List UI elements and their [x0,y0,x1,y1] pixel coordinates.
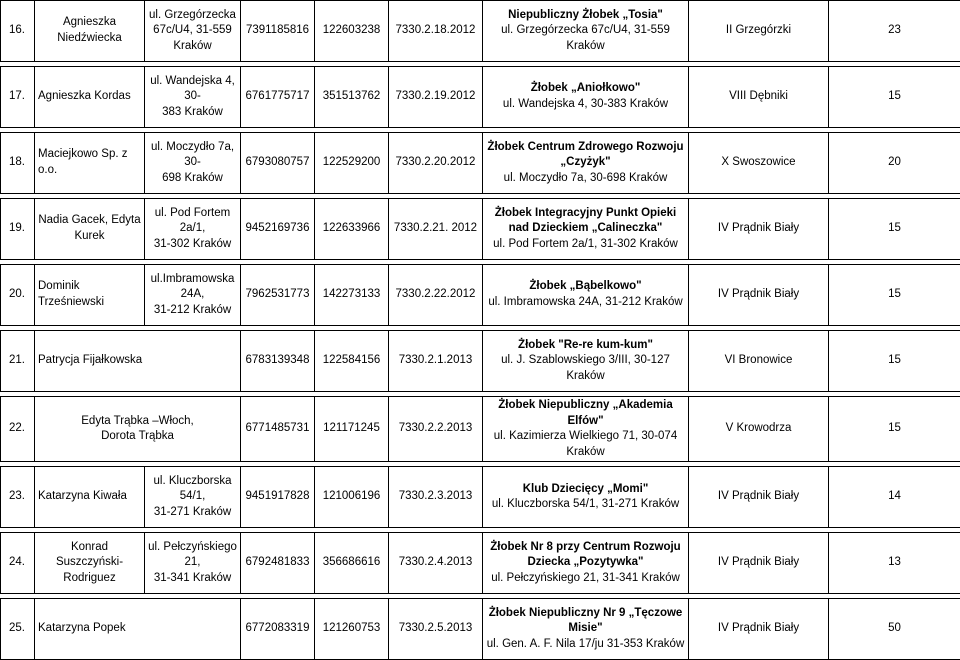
table-body [1,1,960,660]
district-cell: IV Prądnik Biały [689,199,829,260]
owner-name-cell [35,265,145,326]
nip-cell: 7391185816 [241,1,315,62]
registry-number-cell: 7330.2.20.2012 [389,133,483,194]
table-row [1,67,960,128]
owner-address-cell [145,133,241,194]
facility-cell [483,265,689,326]
owner-address-cell [145,265,241,326]
facility-address: ul. Gen. A. F. Nila 17/ju 31-353 Kraków [485,637,686,653]
district-cell: IV Prądnik Biały [689,467,829,528]
places-count-cell: 23 [829,1,960,62]
name_lines-line: Konrad Suszczyński- [38,540,141,571]
places-count-cell: 15 [829,199,960,260]
nip-cell: 6792481833 [241,533,315,594]
row-number-cell: 25. [1,599,35,660]
address_lines-line: ul. Moczydło 7a, 30- [148,140,237,171]
facility-name: Żłobek Niepubliczny „Akademia Elfów" [485,398,686,429]
owner-name-cell [35,331,241,392]
table-row [1,199,960,260]
name_lines-line: Dorota Trąbka [38,429,237,445]
facility-name: Żłobek Centrum Zdrowego Rozwoju „Czyżyk" [485,140,686,171]
name_lines-line: Niedźwiecka [38,31,141,47]
regon-cell: 122584156 [315,331,389,392]
address_lines-line: 31-341 Kraków [148,571,237,587]
owner-name-cell [35,397,241,462]
name_lines-line: Nadia Gacek, Edyta [38,213,141,229]
name_lines-line: Patrycja Fijałkowska [38,353,237,369]
owner-address-cell [145,199,241,260]
name_lines-line: Dominik Trześniewski [38,279,141,310]
owner-address-cell [145,467,241,528]
name_lines-line: Edyta Trąbka –Włoch, [38,414,237,430]
regon-cell: 351513762 [315,67,389,128]
facility-name: Żłobek „Bąbelkowo" [485,279,686,295]
nip-cell: 6761775717 [241,67,315,128]
name_lines-line: Rodriguez [38,571,141,587]
address_lines-line: 31-212 Kraków [148,303,237,319]
row-number-cell: 17. [1,67,35,128]
facility-name: Żłobek „Aniołkowo" [485,81,686,97]
row-number-cell: 23. [1,467,35,528]
district-cell: X Swoszowice [689,133,829,194]
places-count-cell: 15 [829,331,960,392]
nip-cell: 6783139348 [241,331,315,392]
places-count-cell: 14 [829,467,960,528]
facility-name: Klub Dziecięcy „Momi" [485,482,686,498]
name_lines-line: Maciejkowo Sp. z o.o. [38,147,141,178]
facility-cell [483,133,689,194]
regon-cell: 121006196 [315,467,389,528]
table-row [1,533,960,594]
regon-cell: 122529200 [315,133,389,194]
facility-address: ul. Imbramowska 24A, 31-212 Kraków [485,295,686,311]
facility-cell [483,67,689,128]
address_lines-line: 67c/U4, 31-559 [148,23,237,39]
district-cell: II Grzegórzki [689,1,829,62]
name_lines-line: Katarzyna Popek [38,621,237,637]
table-row [1,467,960,528]
district-cell: IV Prądnik Biały [689,265,829,326]
facility-cell [483,599,689,660]
owner-name-cell [35,599,241,660]
row-number-cell: 24. [1,533,35,594]
regon-cell: 122633966 [315,199,389,260]
owner-name-cell [35,67,145,128]
owner-address-cell [145,67,241,128]
places-count-cell: 13 [829,533,960,594]
facility-name: Żłobek Niepubliczny Nr 9 „Tęczowe Misie" [485,606,686,637]
table-row [1,599,960,660]
facility-address: ul. Kluczborska 54/1, 31-271 Kraków [485,497,686,513]
district-cell: VI Bronowice [689,331,829,392]
facility-address: ul. Moczydło 7a, 30-698 Kraków [485,171,686,187]
address_lines-line: ul.Imbramowska 24A, [148,272,237,303]
address_lines-line: ul. Pod Fortem 2a/1, [148,206,237,237]
facility-cell [483,533,689,594]
facility-address: ul. Pod Fortem 2a/1, 31-302 Kraków [485,237,686,253]
nip-cell: 6772083319 [241,599,315,660]
owner-name-cell [35,533,145,594]
row-number-cell: 21. [1,331,35,392]
owner-name-cell [35,199,145,260]
row-number-cell: 20. [1,265,35,326]
owner-name-cell [35,133,145,194]
places-count-cell: 50 [829,599,960,660]
district-cell: V Krowodrza [689,397,829,462]
facility-name: Żłobek "Re-re kum-kum" [485,338,686,354]
registry-number-cell: 7330.2.2.2013 [389,397,483,462]
facility-address: ul. Pełczyńskiego 21, 31-341 Kraków [485,571,686,587]
registry-number-cell: 7330.2.19.2012 [389,67,483,128]
facility-cell [483,331,689,392]
nip-cell: 9451917828 [241,467,315,528]
facility-name: Żłobek Nr 8 przy Centrum Rozwoju Dziecka „Pozytywka" [485,540,686,571]
row-number-cell: 19. [1,199,35,260]
facility-cell [483,467,689,528]
registry-number-cell: 7330.2.4.2013 [389,533,483,594]
table-row [1,1,960,62]
regon-cell: 121171245 [315,397,389,462]
row-number-cell: 18. [1,133,35,194]
address_lines-line: 31-271 Kraków [148,505,237,521]
registry-number-cell: 7330.2.5.2013 [389,599,483,660]
table-row [1,397,960,462]
address_lines-line: ul. Wandejska 4, 30- [148,74,237,105]
owner-name-cell [35,1,145,62]
registry-number-cell: 7330.2.22.2012 [389,265,483,326]
regon-cell: 142273133 [315,265,389,326]
facility-address: ul. Kazimierza Wielkiego 71, 30-074 Kraków [485,429,686,460]
places-count-cell: 15 [829,67,960,128]
registry-number-cell: 7330.2.18.2012 [389,1,483,62]
nip-cell: 7962531773 [241,265,315,326]
address_lines-line: ul. Grzegórzecka [148,8,237,24]
district-cell: IV Prądnik Biały [689,599,829,660]
address_lines-line: 383 Kraków [148,105,237,121]
row-number-cell: 16. [1,1,35,62]
district-cell: IV Prądnik Biały [689,533,829,594]
name_lines-line: Agnieszka [38,15,141,31]
facility-name: Żłobek Integracyjny Punkt Opieki nad Dzieckiem „Calineczka" [485,206,686,237]
address_lines-line: 31-302 Kraków [148,237,237,253]
facility-address: ul. Grzegórzecka 67c/U4, 31-559 Kraków [485,23,686,54]
owner-address-cell [145,1,241,62]
regon-cell: 356686616 [315,533,389,594]
nip-cell: 9452169736 [241,199,315,260]
name_lines-line: Kurek [38,229,141,245]
facility-name: Niepubliczny Żłobek „Tosia" [485,8,686,24]
facility-cell [483,397,689,462]
name_lines-line: Agnieszka Kordas [38,89,141,105]
regon-cell: 122603238 [315,1,389,62]
registry-number-cell: 7330.2.3.2013 [389,467,483,528]
facility-address: ul. Wandejska 4, 30-383 Kraków [485,97,686,113]
address_lines-line: 698 Kraków [148,171,237,187]
owner-address-cell [145,533,241,594]
registry-number-cell: 7330.2.1.2013 [389,331,483,392]
registry-number-cell: 7330.2.21. 2012 [389,199,483,260]
facility-address: ul. J. Szablowskiego 3/III, 30-127 Kraków [485,353,686,384]
facility-cell [483,1,689,62]
table-row [1,265,960,326]
row-number-cell: 22. [1,397,35,462]
table-row [1,331,960,392]
name_lines-line: Katarzyna Kiwała [38,489,141,505]
places-count-cell: 20 [829,133,960,194]
nip-cell: 6793080757 [241,133,315,194]
facility-cell [483,199,689,260]
address_lines-line: ul. Kluczborska 54/1, [148,474,237,505]
address_lines-line: ul. Pełczyńskiego 21, [148,540,237,571]
owner-name-cell [35,467,145,528]
places-count-cell: 15 [829,397,960,462]
regon-cell: 121260753 [315,599,389,660]
nip-cell: 6771485731 [241,397,315,462]
places-count-cell: 15 [829,265,960,326]
address_lines-line: Kraków [148,39,237,55]
table-row [1,133,960,194]
district-cell: VIII Dębniki [689,67,829,128]
